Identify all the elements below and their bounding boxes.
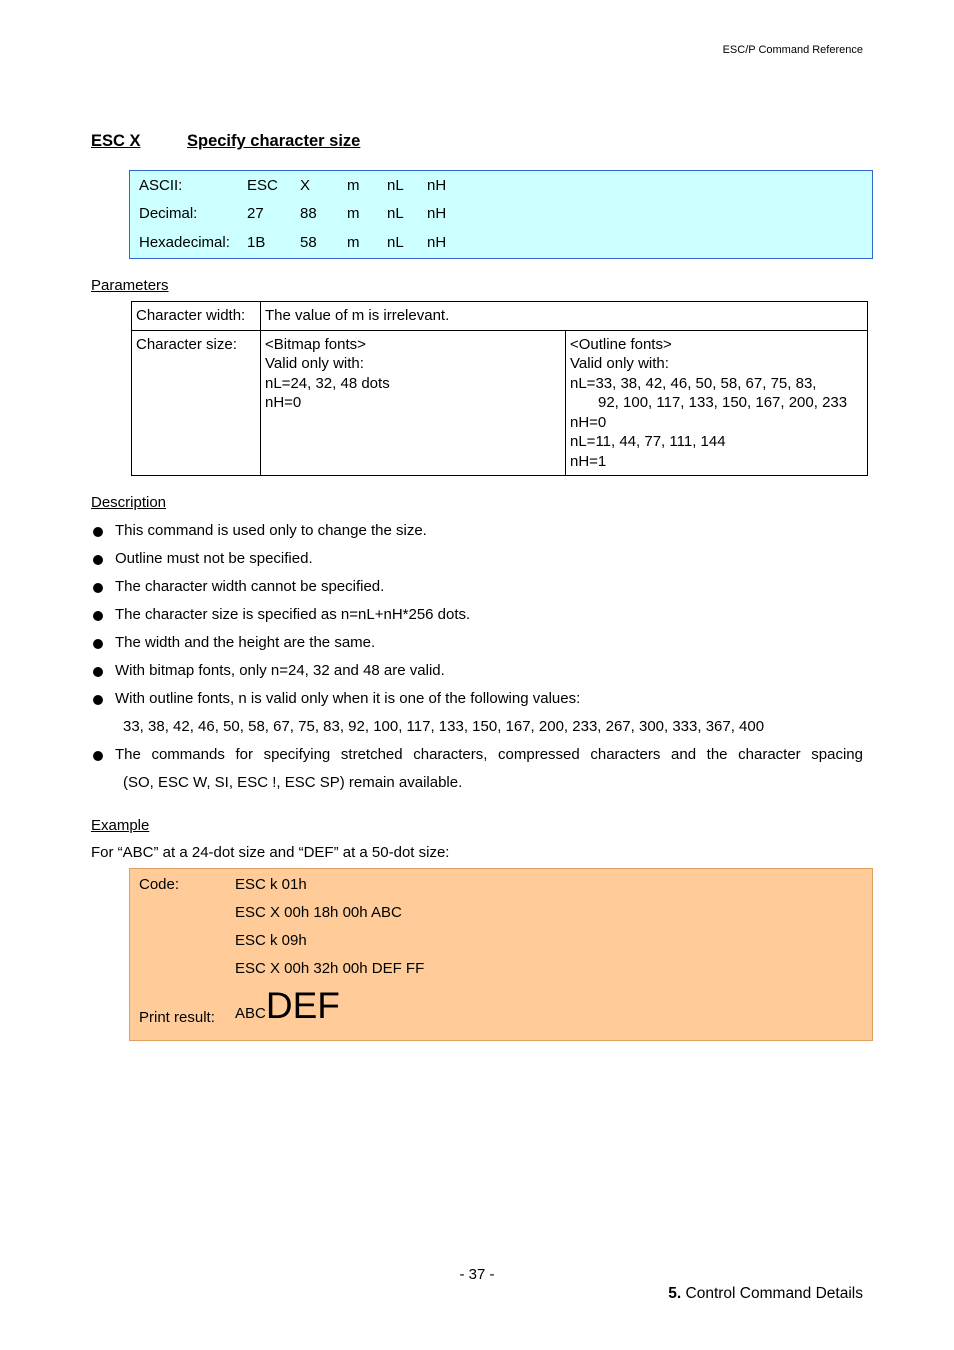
list-item xyxy=(91,745,863,765)
outline-line: 92, 100, 117, 133, 150, 167, 200, 233 xyxy=(598,394,848,411)
size-label-cell: Character size: xyxy=(132,330,261,476)
outline-cell xyxy=(566,330,868,476)
list-item-text: Outline must not be specified. xyxy=(115,550,313,567)
bitmap-line: nH=0 xyxy=(265,394,302,411)
syntax-cell: ESC xyxy=(247,177,278,194)
syntax-box xyxy=(129,170,873,259)
table-row xyxy=(132,302,868,331)
description-heading: Description xyxy=(91,494,167,511)
list-item-text: With outline fonts, n is valid only when it is one of the following values: xyxy=(115,690,581,707)
width-label-cell: Character width: xyxy=(132,302,261,331)
result-label: Print result: xyxy=(139,1009,215,1026)
list-item xyxy=(91,605,863,625)
syntax-cell: 58 xyxy=(300,234,317,251)
bullet-icon xyxy=(93,695,103,705)
outline-line: nL=11, 44, 77, 111, 144 xyxy=(570,433,726,450)
syntax-cell: 1B xyxy=(247,234,266,251)
running-header: ESC/P Command Reference xyxy=(722,44,863,56)
list-item xyxy=(91,521,863,541)
syntax-cell: 88 xyxy=(300,205,317,222)
outline-line: nL=33, 38, 42, 46, 50, 58, 67, 75, 83, xyxy=(570,374,817,392)
list-item-text: This command is used only to change the size. xyxy=(115,522,427,539)
bullet-icon xyxy=(93,751,103,761)
bullet-icon xyxy=(93,639,103,649)
syntax-cell: X xyxy=(300,177,311,194)
syntax-cell: nH xyxy=(427,205,447,222)
example-box xyxy=(129,868,873,1041)
chapter-footer xyxy=(560,1285,863,1303)
list-item xyxy=(91,577,863,597)
command-code: ESC X xyxy=(91,132,141,150)
example-heading: Example xyxy=(91,817,150,834)
outline-line: <Outline fonts> xyxy=(570,335,672,353)
syntax-cell: nL xyxy=(387,177,404,194)
table-row xyxy=(132,330,868,476)
bitmap-line: <Bitmap fonts> xyxy=(265,335,366,353)
chapter-number: 5. xyxy=(668,1285,682,1302)
outline-line: Valid only with: xyxy=(570,355,669,372)
list-item-text: The character size is specified as n=nL+nH*256 dots. xyxy=(115,606,471,623)
outline-line: nH=1 xyxy=(570,452,607,470)
bullet-icon xyxy=(93,583,103,593)
parameters-table xyxy=(131,301,868,476)
list-item xyxy=(91,689,863,709)
chapter-title: Control Command Details xyxy=(685,1285,863,1302)
list-item-text: The commands for specifying stretched characters, compressed characters and the character spacing xyxy=(115,746,863,763)
list-item-text: The width and the height are the same. xyxy=(115,634,376,651)
bitmap-line: nL=24, 32, 48 dots xyxy=(265,374,390,392)
list-item-text: With bitmap fonts, only n=24, 32 and 48 are valid. xyxy=(115,662,445,679)
syntax-cell: nL xyxy=(387,234,404,251)
syntax-cell: m xyxy=(347,177,360,194)
list-item-text: The character width cannot be specified. xyxy=(115,578,385,595)
result-small-text: ABC xyxy=(235,1005,266,1022)
example-intro: For “ABC” at a 24-dot size and “DEF” at a 50-dot size: xyxy=(91,844,450,861)
list-item-continuation: (SO, ESC W, SI, ESC !, ESC SP) remain available. xyxy=(123,774,463,791)
syntax-label: Hexadecimal: xyxy=(139,234,230,251)
syntax-cell: nL xyxy=(387,205,404,222)
code-label: Code: xyxy=(139,876,180,893)
code-line: ESC k 01h xyxy=(235,876,307,893)
syntax-cell: 27 xyxy=(247,205,264,222)
bitmap-cell xyxy=(261,330,566,476)
bullet-icon xyxy=(93,611,103,621)
description-list xyxy=(91,521,863,801)
syntax-label: Decimal: xyxy=(139,205,198,222)
width-value-cell: The value of m is irrelevant. xyxy=(261,302,868,331)
result-large-text: DEF xyxy=(265,985,340,1026)
code-line: ESC k 09h xyxy=(235,932,307,949)
syntax-label: ASCII: xyxy=(139,177,183,194)
section-title xyxy=(91,132,360,151)
bullet-icon xyxy=(93,667,103,677)
page-number: - 37 - xyxy=(459,1266,495,1283)
syntax-cell: m xyxy=(347,234,360,251)
code-line: ESC X 00h 32h 00h DEF FF xyxy=(235,960,425,977)
list-item xyxy=(91,633,863,653)
bullet-icon xyxy=(93,527,103,537)
syntax-cell: nH xyxy=(427,234,447,251)
list-item xyxy=(91,661,863,681)
syntax-cell: nH xyxy=(427,177,447,194)
valid-values-line: 33, 38, 42, 46, 50, 58, 67, 75, 83, 92, 100, 117, 133, 150, 167, 200, 233, 267, 300, 333, 367, 400 xyxy=(123,718,765,735)
syntax-cell: m xyxy=(347,205,360,222)
parameters-heading: Parameters xyxy=(91,277,169,294)
bitmap-line: Valid only with: xyxy=(265,355,364,372)
code-line: ESC X 00h 18h 00h ABC xyxy=(235,904,402,921)
bullet-icon xyxy=(93,555,103,565)
outline-line: nH=0 xyxy=(570,413,607,431)
command-title: Specify character size xyxy=(187,132,361,150)
list-item xyxy=(91,549,863,569)
print-result xyxy=(235,986,340,1034)
